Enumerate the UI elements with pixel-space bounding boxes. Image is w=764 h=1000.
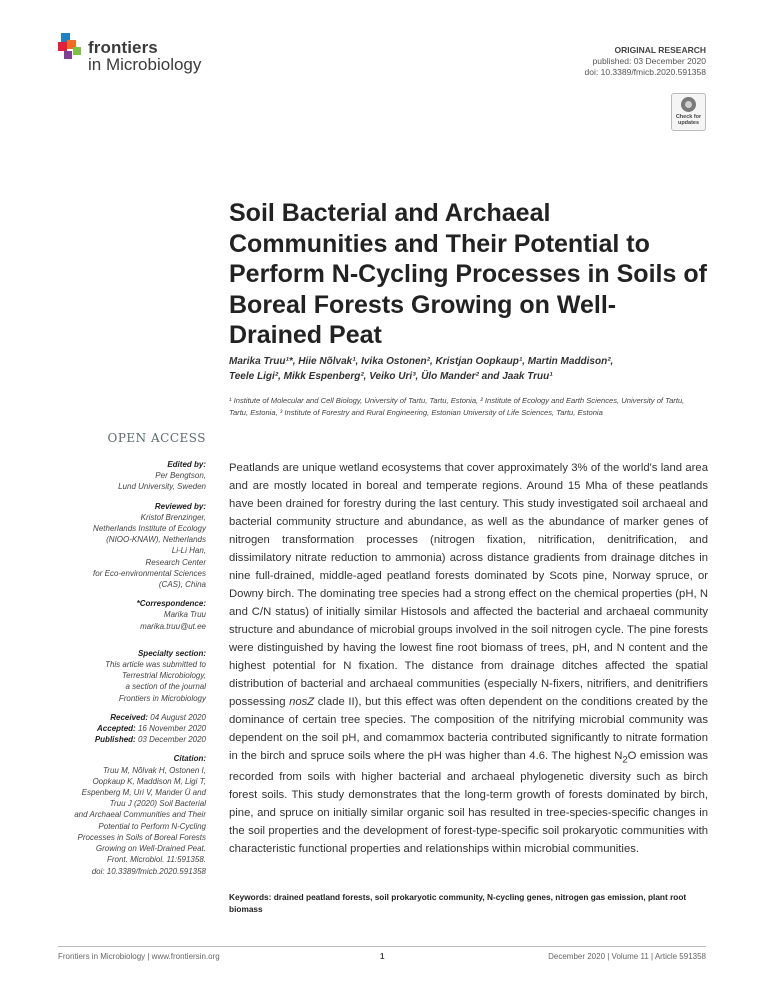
- keywords-label: Keywords:: [229, 892, 272, 902]
- specialty-heading: Specialty section:: [137, 648, 206, 658]
- published-date-sidebar: Published: 03 December 2020: [94, 735, 206, 745]
- accepted-date: Accepted: 16 November 2020: [97, 724, 206, 734]
- reviewer-line: Li-Li Han,: [171, 546, 206, 556]
- correspondence-line: Marika Truu: [163, 610, 206, 620]
- specialty-line: Terrestrial Microbiology,: [121, 671, 206, 681]
- editor-line: Per Bengtson,: [155, 471, 206, 481]
- affiliations: ¹ Institute of Molecular and Cell Biology, University of Tartu, Tartu, Estonia, ² Institute of Ecology and Earth Sciences, University of Tartu, Tartu, Estonia, ³ Institute of Forestry and Rural Engineering, Estonian University of Life Sciences, Tartu, Estonia: [229, 396, 685, 417]
- reviewed-by-heading: Reviewed by:: [154, 501, 206, 511]
- correspondence-heading: *Correspondence:: [136, 599, 206, 609]
- reviewer-line: (CAS), China: [158, 580, 206, 590]
- keywords: [229, 892, 708, 915]
- specialty-line: This article was submitted to: [105, 660, 206, 670]
- citation-line: Potential to Perform N-Cycling: [98, 821, 206, 831]
- citation-line: Processes in Soils of Boreal Forests: [77, 832, 206, 842]
- citation-heading: Citation:: [173, 754, 206, 764]
- article-doi[interactable]: doi: 10.3389/fmicb.2020.591358: [584, 67, 706, 77]
- reviewer-line: Kristof Brenzinger,: [140, 512, 206, 522]
- citation-line: Growing on Well-Drained Peat.: [95, 844, 206, 854]
- updates-icon: [681, 97, 696, 112]
- journal-logo: [58, 33, 218, 79]
- updates-label: Check for updates: [675, 114, 702, 126]
- check-for-updates-badge[interactable]: [671, 93, 706, 131]
- subscript: 2: [622, 753, 628, 765]
- citation-line: Front. Microbiol. 11:591358.: [106, 855, 206, 865]
- author-line: Teele Ligi², Mikk Espenberg², Veiko Uri³, Ülo Mander² and Jaak Truu¹: [229, 371, 553, 382]
- citation-line: Espenberg M, Uri V, Mander Ü and: [81, 788, 206, 798]
- frontiers-logo-icon: [58, 33, 84, 63]
- article-meta: [585, 45, 706, 78]
- article-title: Soil Bacterial and Archaeal Communities and Their Potential to Perform N-Cycling Processes in Soils of Boreal Forests Growing on Well-Drained Peat: [229, 199, 707, 350]
- specialty-line: a section of the journal: [125, 682, 206, 692]
- journal-name-line1: frontiers: [88, 38, 158, 57]
- journal-name-line2: in Microbiology: [88, 55, 202, 74]
- page-number: 1: [380, 952, 385, 961]
- reviewer-line: for Eco-environmental Sciences: [93, 568, 206, 578]
- reviewer-line: Research Center: [145, 557, 206, 567]
- citation-line: doi: 10.3389/fmicb.2020.591358: [91, 866, 206, 876]
- citation-line: Truu M, Nõlvak H, Ostonen I,: [103, 765, 206, 775]
- reviewer-line: Netherlands Institute of Ecology: [93, 524, 206, 534]
- keywords-text: drained peatland forests, soil prokaryotic community, N-cycling genes, nitrogen gas emission, plant root biomass: [229, 892, 687, 914]
- gene-name: nosZ: [289, 696, 315, 708]
- reviewer-line: (NIOO-KNAW), Netherlands: [106, 535, 206, 545]
- author-line: Marika Truu¹*, Hiie Nõlvak¹, Ivika Ostonen², Kristjan Oopkaup¹, Martin Maddison²,: [229, 356, 614, 367]
- article-info-sidebar: [60, 459, 206, 877]
- citation-line: Truu J (2020) Soil Bacterial: [109, 799, 206, 809]
- footer-issue: December 2020 | Volume 11 | Article 591358: [548, 952, 706, 961]
- footer-journal[interactable]: Frontiers in Microbiology | www.frontiersin.org: [58, 952, 220, 961]
- correspondence-email[interactable]: marika.truu@ut.ee: [140, 621, 206, 631]
- edited-by-heading: Edited by:: [167, 460, 206, 469]
- received-date: Received: 04 August 2020: [110, 712, 206, 722]
- author-list: [229, 354, 699, 384]
- published-date: published: 03 December 2020: [592, 56, 706, 66]
- abstract: [229, 459, 708, 858]
- specialty-line: Frontiers in Microbiology: [118, 693, 206, 703]
- article-type: ORIGINAL RESEARCH: [614, 45, 706, 55]
- abstract-paragraph: Peatlands are unique wetland ecosystems that cover approximately 3% of the world's land area and are mostly located in boreal and temperate regions. Around 15 Mha of these peatlands have been drained for forestry during the last century. This study investigated soil archaeal and bacterial community structure and abundance, as well as the abundance of marker genes of nitrogen transformation processes (nitrogen fixation, nitrification, denitrification, and dissimilatory nitrate reduction to ammonia) across distance gradients from drainage ditches in nine full-drained, middle-aged peatland forests dominated by Scots pine, Norway spruce, or Downy birch. The dominating tree species had a strong effect on the chemical properties (pH, N and C/N status) of initially similar Histosols and affected the bacterial and archaeal community structure and abundance of microbial groups involved in the soil nitrogen cycle. The pine forests were distinguished by having the lowest fine root biomass of trees, pH, and N content and the highest potential for N fixation. The distance from drainage ditches affected the spatial distribution of bacterial and archaeal communities (especially N-fixers, nitrifiers, and denitrifiers possessing nosZ clade II), but this effect was often dependent on the conditions created by the dominance of certain tree species. The composition of the nitrifying microbial community was dependent on the soil pH, and comammox bacteria contributed significantly to nitrate formation in the birch and spruce soils where the pH was higher than 4.6. The highest $N_2O$ emission was recorded from soils with higher bacterial and archaeal phylogenetic diversity such as birch forest soils. This study demonstrates that the long-term growth of forests dominated by birch, pine, and spruce on initially similar organic soil has resulted in tree-species-specific changes in the soil properties and the development of forest-type-specific soil prokaryotic communities with characteristic functional properties and relationships within microbial communities.: [229, 462, 709, 856]
- open-access-label: OPEN ACCESS: [107, 431, 206, 445]
- editor-line: Lund University, Sweden: [118, 482, 206, 492]
- footer-divider: [58, 946, 706, 947]
- citation-line: and Archaeal Communities and Their: [74, 810, 206, 820]
- citation-line: Oopkaup K, Maddison M, Ligi T,: [92, 776, 206, 786]
